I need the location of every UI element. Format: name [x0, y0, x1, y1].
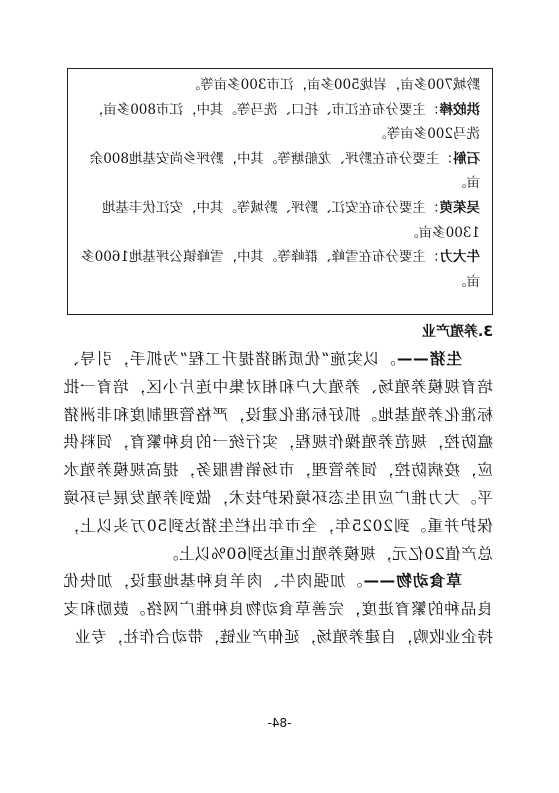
page-number: -84- — [267, 716, 292, 730]
crop-name: 石斛 — [453, 150, 480, 167]
paragraph-lead: 草食动物—— — [362, 572, 462, 591]
paragraph-body: 。加强肉牛、肉羊良种基地建设，加快优良品种的繁育进度，完善草食动物良种推广网络。鼓励和支持企业收购，自建养殖场，延伸产业链，带动合作社，专业 — [63, 572, 493, 646]
box-item-wuzhuyu — [78, 196, 480, 245]
box-intro: 黔城700多亩，岩垅500多亩，江市300多亩等。 — [186, 77, 480, 93]
crop-description: ：主要分布在安江、黔坪、黔城等。其中，安江伏丰基地1300多亩。 — [102, 199, 480, 241]
paragraph-herbivore — [63, 568, 493, 651]
paragraph-lead: 生猪—— — [396, 350, 462, 368]
crop-name: 洪皎棒 — [439, 101, 480, 118]
crop-distribution-box — [67, 68, 493, 315]
body-text — [63, 346, 493, 652]
crop-name: 牛大力 — [439, 249, 480, 266]
crop-description: ：主要分布在雪峰、群峰等。其中，雪峰镇公坪基地1600多亩。 — [81, 249, 480, 290]
section-title: 3.养殖产业 — [421, 324, 493, 340]
box-item-shihu — [78, 147, 480, 196]
paragraph-pig — [63, 346, 493, 568]
crop-name: 吴茱萸 — [439, 199, 480, 216]
crop-description: ：主要分布在江市、托口、洗马等。其中，江市800多亩，洗马200多亩等。 — [89, 101, 480, 143]
paragraph-body: 。以实施“优质湘猪提升工程”为抓手，引导、培育规模养殖场、养殖大户和相对集中连片小区，培育一批标准化养殖基地。抓好标准化建设，严格管理制度和非洲猪瘟防控，规范养殖操作规程，实行统一的良种繁育，饲料供应，疫病防控，饲养管理，市场销售服务，提高规模养殖水平。大力推广应用生态环境保护技术，做到养殖发展与环境保护并重。到2025年，全市年出栏生猪达到50万头以上，总产值20亿元，规模养殖比重达到60%以上。 — [63, 350, 493, 563]
box-item-hongjiaobang — [78, 98, 480, 147]
box-item-niudali — [78, 245, 480, 294]
crop-description: ：主要分布在黔坪、龙船塘等。其中，黔坪乡尚安基地800余亩。 — [89, 150, 480, 192]
